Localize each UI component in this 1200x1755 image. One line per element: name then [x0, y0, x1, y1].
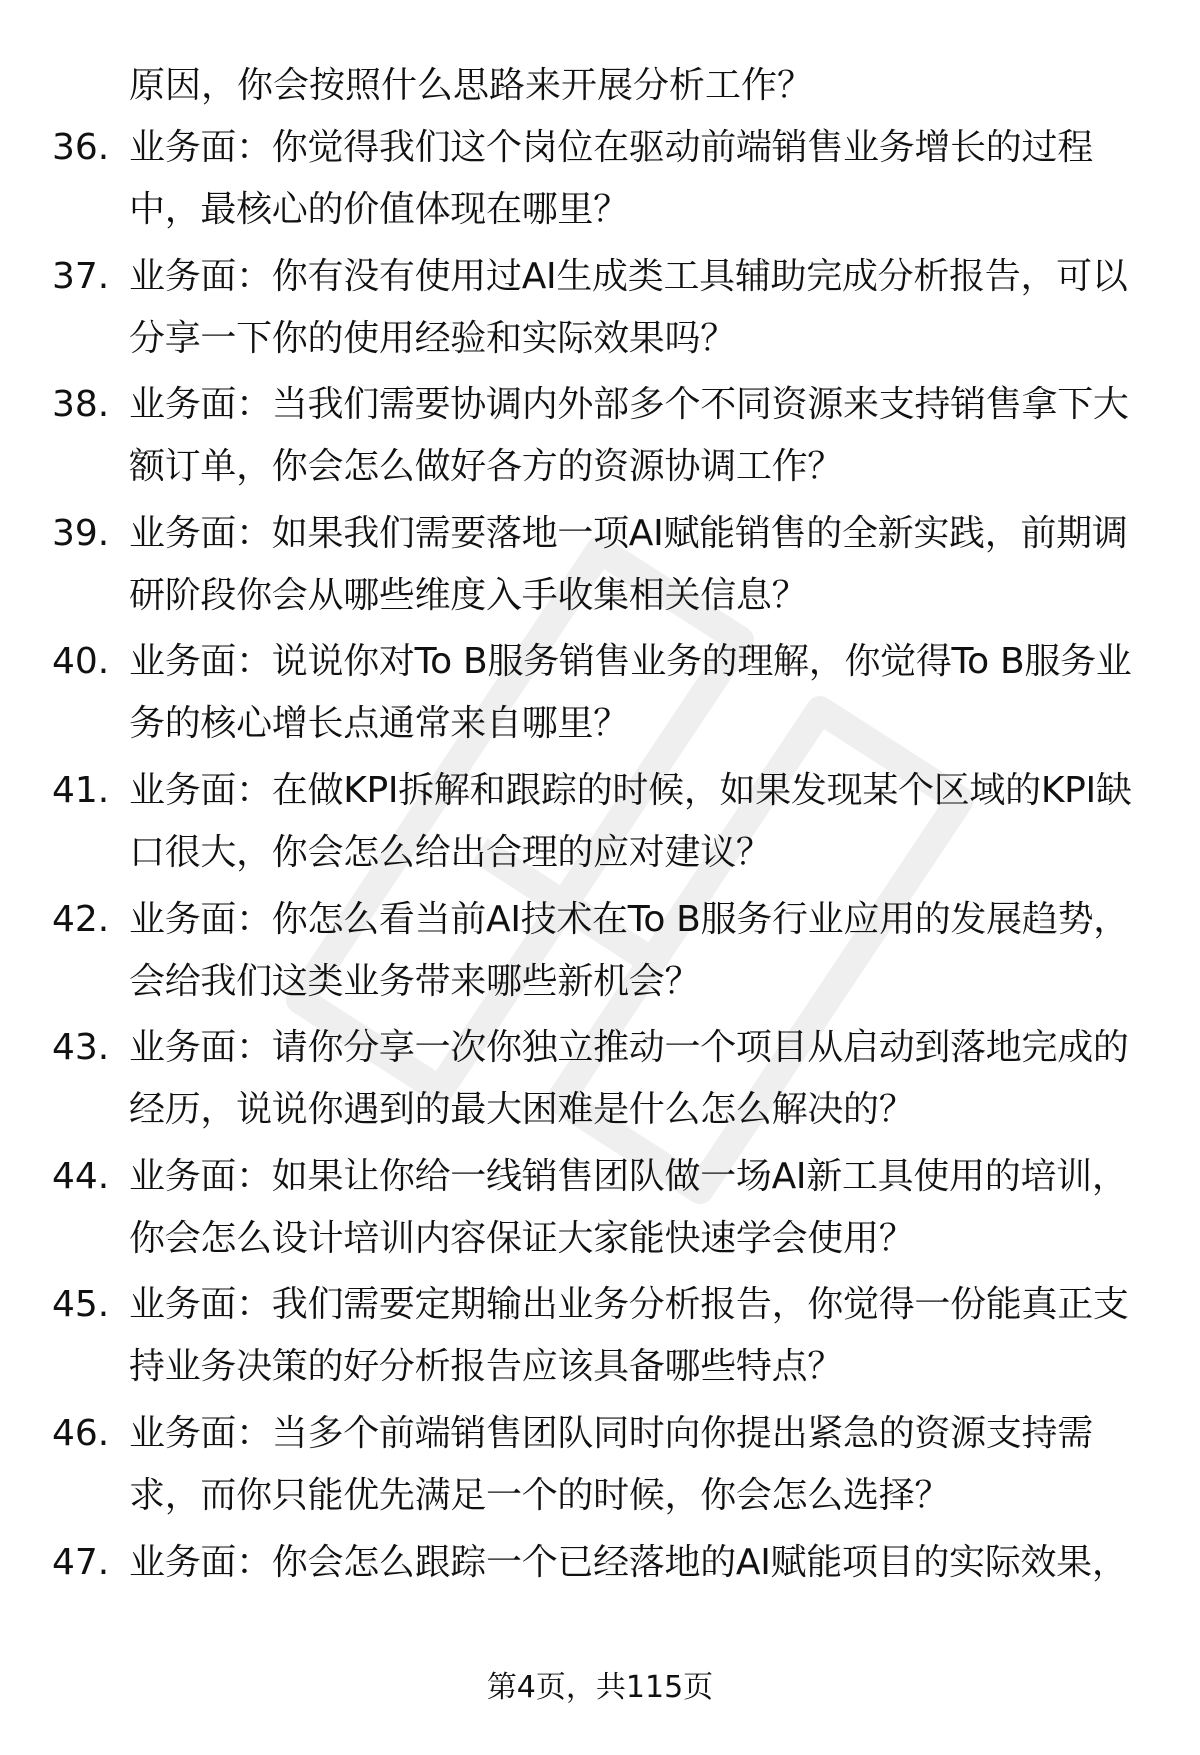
question-text: 求，而你只能优先满足一个的时候，你会怎么选择？: [129, 1474, 951, 1516]
question-item: [0, 246, 1200, 375]
question-text: 你会怎么设计培训内容保证大家能快速学会使用？: [129, 1217, 915, 1259]
question-item: [0, 1017, 1200, 1146]
question-text: 业务面：你觉得我们这个岗位在驱动前端销售业务增长的过程: [129, 127, 1093, 168]
question-number: 42.: [52, 898, 110, 940]
page-number-footer: 第4页，共115页: [486, 1670, 714, 1705]
question-text: 业务面：你有没有使用过AI生成类工具辅助完成分析报告，可以: [129, 255, 1128, 297]
question-text: 业务面：你怎么看当前AI技术在To B服务行业应用的发展趋势，: [129, 898, 1129, 940]
question-text: 业务面：如果让你给一线销售团队做一场AI新工具使用的培训，: [129, 1155, 1128, 1197]
question-text: 业务面：请你分享一次你独立推动一个项目从启动到落地完成的: [129, 1027, 1129, 1069]
question-text: 经历，说说你遇到的最大困难是什么怎么解决的？: [129, 1089, 915, 1131]
question-item: [0, 1274, 1200, 1403]
question-item: [0, 889, 1200, 1018]
question-number: 41.: [52, 769, 110, 811]
question-item: [0, 1532, 1200, 1661]
question-number: 44.: [52, 1155, 110, 1197]
question-number: 39.: [52, 512, 110, 554]
question-text: 额订单，你会怎么做好各方的资源协调工作？: [129, 446, 844, 488]
question-text: 业务面：当我们需要协调内外部多个不同资源来支持销售拿下大: [129, 384, 1129, 426]
question-number: 37.: [52, 255, 110, 297]
question-list: [0, 117, 1200, 1660]
question-text: 业务面：你会怎么跟踪一个已经落地的AI赋能项目的实际效果，: [129, 1541, 1128, 1583]
question-item: [0, 374, 1200, 503]
continuation-line: 原因，你会按照什么思路来开展分析工作？: [129, 65, 814, 106]
question-number: 45.: [52, 1284, 110, 1326]
question-number: 36.: [52, 127, 110, 168]
question-text: 分享一下你的使用经验和实际效果吗？: [129, 317, 736, 359]
question-text: 持业务决策的好分析报告应该具备哪些特点？: [129, 1346, 844, 1388]
question-text: 业务面：当多个前端销售团队同时向你提出紧急的资源支持需: [129, 1412, 1093, 1454]
question-number: 40.: [52, 641, 110, 683]
question-item: [0, 760, 1200, 889]
question-text: 业务面：说说你对To B服务销售业务的理解，你觉得To B服务业: [129, 641, 1132, 683]
question-text: 业务面：我们需要定期输出业务分析报告，你觉得一份能真正支: [129, 1284, 1129, 1326]
question-text: 业务面：如果我们需要落地一项AI赋能销售的全新实践，前期调: [129, 512, 1128, 554]
question-text: 业务面：在做KPI拆解和跟踪的时候，如果发现某个区域的KPI缺: [129, 769, 1132, 811]
question-text: 中，最核心的价值体现在哪里？: [129, 189, 629, 230]
question-number: 38.: [52, 384, 110, 426]
question-text: 会给我们这类业务带来哪些新机会？: [129, 960, 701, 1002]
question-item: [0, 503, 1200, 632]
question-number: 43.: [52, 1027, 110, 1069]
question-item: [0, 117, 1200, 246]
question-item: [0, 631, 1200, 760]
question-text: 口很大，你会怎么给出合理的应对建议？: [129, 831, 772, 873]
question-number: 46.: [52, 1412, 110, 1454]
question-text: 研阶段你会从哪些维度入手收集相关信息？: [129, 574, 808, 616]
question-number: 47.: [52, 1541, 110, 1583]
question-item: [0, 1403, 1200, 1532]
question-text: 务的核心增长点通常来自哪里？: [129, 703, 629, 745]
question-item: [0, 1146, 1200, 1275]
